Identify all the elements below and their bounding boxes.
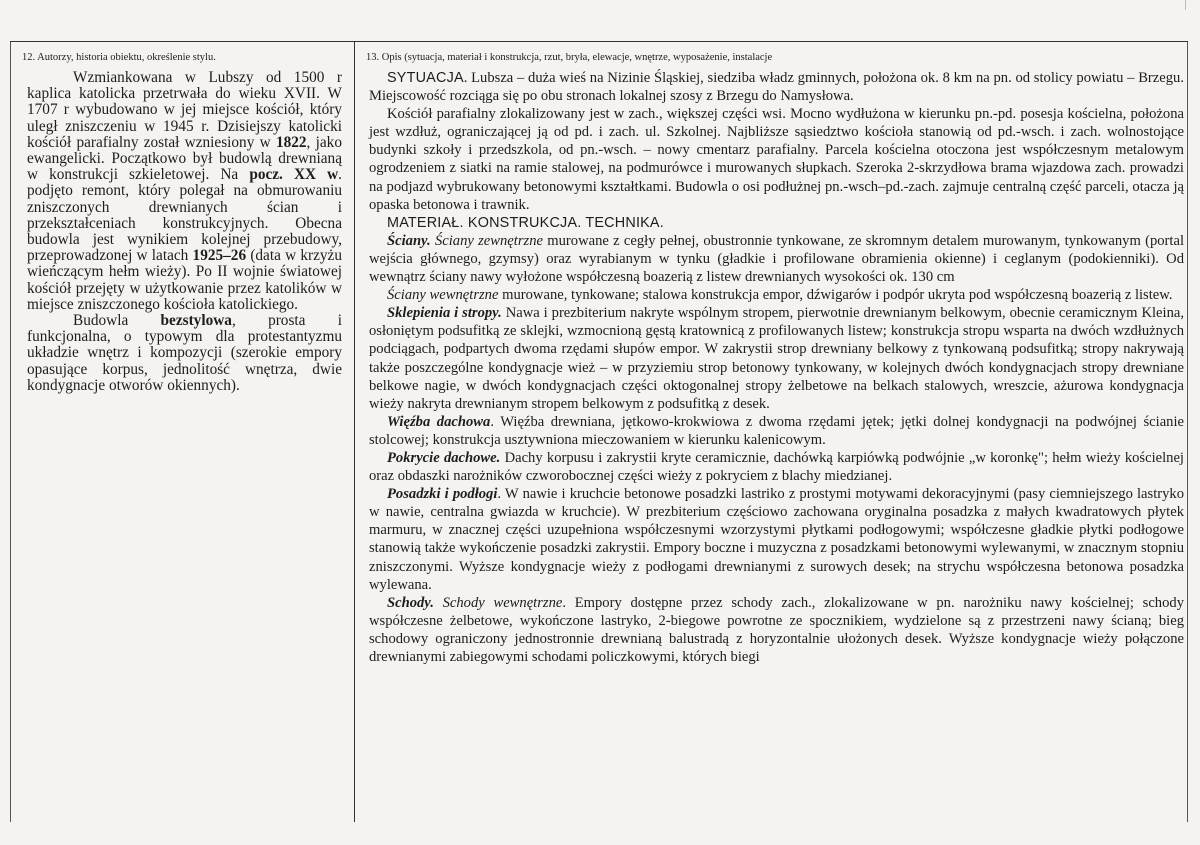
vaults-paragraph: Sklepienia i stropy. Nawa i prezbiterium nakryte wspólnym stropem, pierwotnie drewnianym belkowym, obecnie ceramicznym Kleina, osłoniętym podsufitką ze sklejki, wzmocnioną gęstą kratownicą z profilowanych listew; konstrukcja stropu wsparta na dwóch wzdłużnych podciągach, podpartych dwoma rzędami słupów empor. W zakrystii strop drewniany belkowy z tynkowaną podsufitką; stropy nakrywają także poszczególne kondygnacje wież – w przyziemiu strop betonowy tynkowany, w kolejnych dwóch kondygnacjach stropy drewniane belkowe nagie, w dwóch kondygnacjach części oktogonalnej stropy żelbetowe na belkach stalowych, wreszcie, ażurowa kondygnacja wieży nakryta drewnianym stropem belkowym z podsufitką z desek. xyxy=(369,305,1184,412)
roof-paragraph: Pokrycie dachowe. Dachy korpusu i zakrystii kryte ceramicznie, dachówką karpiówką podwójnie „w koronkę"; hełm wieży kościelnej oraz obdaszki narożników czworobocznej części wieży z pokryciem z blachy miedzianej. xyxy=(369,449,1184,485)
description-text xyxy=(369,69,1184,666)
renovation-period: pocz. XX w xyxy=(249,166,339,184)
history-column xyxy=(10,42,355,822)
style-paragraph: Budowla bezstylowa, prosta i funkcjonalna, o typowym dla protestantyzmu układzie wnętrz i kompozycji (szerokie empory opasujące korpus, jednolitość wnętrza, dwie kondygnacje otworów okiennych). xyxy=(27,312,343,394)
situation-paragraph: SYTUACJA. Lubsza – duża wieś na Nizinie Śląskiej, siedziba władz gminnych, położona ok. 8 km na pn. od stolicy powiatu – Brzegu. Miejscowość rozciąga się po obu stronach lokalnej szosy z Brzegu do Namysłowa. xyxy=(369,70,1184,105)
form-sheet xyxy=(10,41,1188,822)
scan-mark xyxy=(1185,0,1186,10)
truss-paragraph: Więźba dachowa. Więźba drewniana, jętkowo-krokwiowa z dwoma rzędami jętek; jętki dolnej kondygnacji na podwójnej ścianie stolcowej; konstrukcja usztywniona mieczowaniem w kierunku kalenicowym. xyxy=(369,413,1185,448)
floors-paragraph: Posadzki i podłogi. W nawie i kruchcie betonowe posadzki lastriko z prostymi motywami dekoracyjnymi (pasy ciemniejszego lastryko w nawie, centralna gwiazda w kruchcie). W prezbiterium częściowo zachowana oryginalna posadzka z małych kwadratowych płytek marmuru, w znacznej części uzupełniona współczesnymi wzorzystymi płytkami podłogowymi; współczesne gładkie płytki podłogowe stanowią także wykończenie posadzki zakrystii. Empory boczne i muzyczna z posadzkami betonowymi wylewanymi, w znacznym stopniu zniszczonymi. Wyższe kondygnacje wieży z podłogami drewnianymi z surowych desek; na strychu współczesna betonowa posadzka wylewana. xyxy=(369,486,1185,593)
year-built: 1822 xyxy=(275,133,307,151)
history-heading: 12. Autorzy, historia obiektu, określenie stylu. xyxy=(22,52,216,63)
walls-paragraph: Ściany. Ściany zewnętrzne murowane z cegły pełnej, obustronnie tynkowane, ze skromnym detalem murowanym, tynkowanym (portal wejścia głównego, gzymsy) oraz wyrabianym w tynku (gładkie i profilowane obramienia okienne) i ceglanym (podokienniki). Od wewnątrz ściany nawy wyłożone współczesną boazerią z listew drewnianych wysokości ok. 130 cm xyxy=(369,232,1184,286)
description-column xyxy=(355,42,1188,822)
history-text xyxy=(27,70,342,394)
description-heading: 13. Opis (sytuacja, materiał i konstrukcja, rzut, bryła, elewacje, wnętrze, wyposażenie, instalacje xyxy=(366,52,773,63)
location-paragraph: Kościół parafialny zlokalizowany jest w zach., większej części wsi. Mocno wydłużona w kierunku pn.-pd. posesja kościelna, położona jest wzdłuż, ograniczającej ją od pd. i zach. ul. Szkolnej. Najbliższe sąsiedztwo kościoła stanowią od pd.-wsch. i zach. wolnostojące budynki szkoły i przedszkola, od pn.-wsch. – nowy cmentarz parafialny. Parcela kościelna otoczona jest współczesnym metalowym ogrodzeniem z siatki na ramie stalowej, na podmurówce i murowanych słupkach. Szeroka 2-skrzydłowa brama wjazdowa zach. prowadzi na podjazd wybrukowany betonowymi kształtkami. Budowla o osi podłużnej pn.-wsch–pd.-zach. zajmuje centralną część parceli, otacza ją opaska betonowa i trawnik. xyxy=(369,106,1184,213)
rebuild-years: 1925–26 xyxy=(192,247,247,265)
style-term: bezstylowa xyxy=(160,312,232,330)
history-paragraph: Wzmiankowana w Lubszy od 1500 r kaplica katolicka przetrwała do wieku XVII. W 1707 r wybudowano w jej miejsce kościół, który uległ zniszczeniu w 1945 r. Dzisiejszy katolicki kościół parafialny został wzniesiony w 1822, jako ewangelicki. Początkowo był budowlą drewnianą w konstrukcji szkieletowej. Na pocz. XX w. podjęto remont, który polegał na obmurowaniu zniszczonych drewnianych ścian i przekształceniach konstrukcyjnych. Obecna budowla jest wynikiem kolejnej przebudowy, przeprowadzonej w latach 1925–26 (data w krzyżu wieńczącym hełm wieży). Po II wojnie światowej kościół przejęty w użytkowanie przez katolików w miejsce zniszczonego kościoła katolickiego. xyxy=(27,69,342,313)
interior-walls-paragraph: Ściany wewnętrzne murowane, tynkowane; stalowa konstrukcja empor, dźwigarów i podpór ukryta pod współczesną boazerią z listew. xyxy=(387,287,1173,304)
situation-title: SYTUACJA xyxy=(387,70,464,86)
material-heading: MATERIAŁ. KONSTRUKCJA. TECHNIKA. xyxy=(387,214,664,231)
stairs-paragraph: Schody. Schody wewnętrzne. Empory dostępne przez schody zach., zlokalizowane w pn. narożniku nawy kościelnej; schody współczesne żelbetowe, wykończone lastryko, 2-biegowe powrotne ze spocznikiem, wydzielone są z przestrzeni nawy ścianą; bieg schodowy ograniczony jednostronnie drewnianą balustradą z horyzontalnie ułożonych desek. Wyższe kondygnacje wieży połączone drewnianymi zabiegowymi schodami policzkowymi, których biegi xyxy=(369,594,1184,665)
